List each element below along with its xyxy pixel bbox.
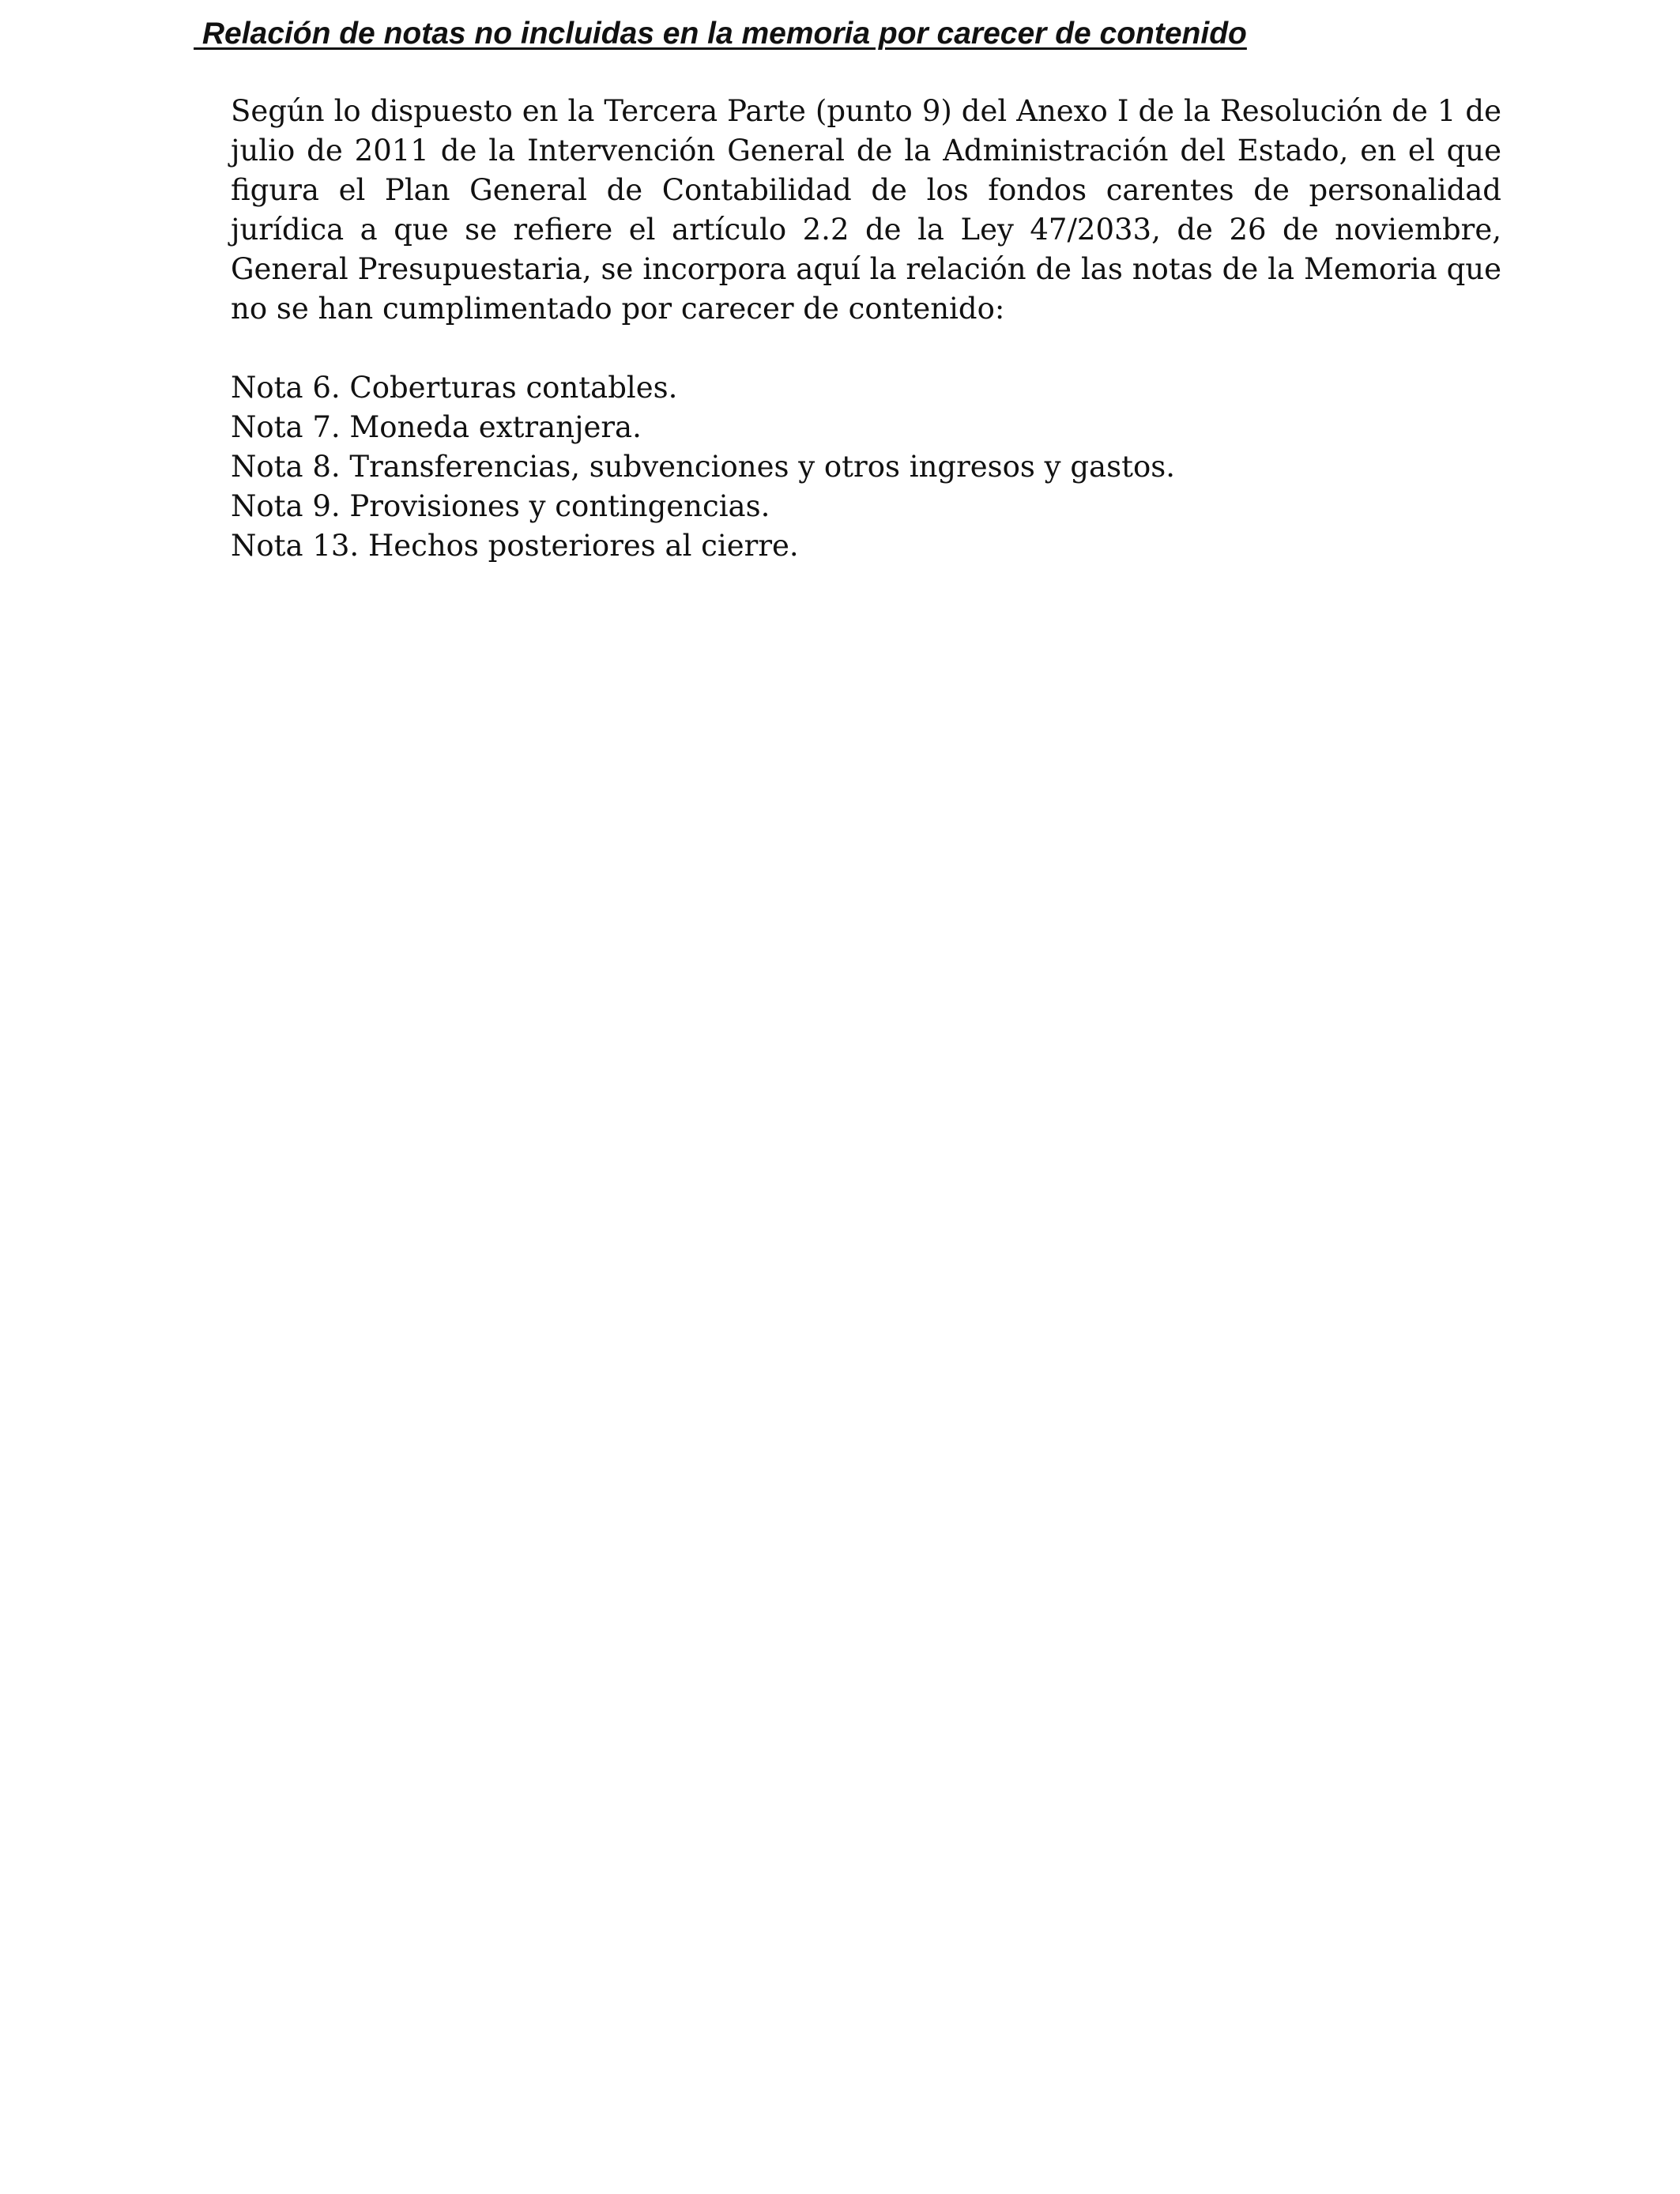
list-item: Nota 7. Moneda extranjera.: [231, 410, 642, 444]
document-title: Relación de notas no incluidas en la memoria por carecer de contenido: [194, 17, 1247, 51]
list-item: Nota 8. Transferencias, subvenciones y otros ingresos y gastos.: [231, 450, 1175, 484]
omitted-notes-list: [231, 368, 1175, 566]
introductory-paragraph: Según lo dispuesto en la Tercera Parte (punto 9) del Anexo I de la Resolución de 1 de julio de 2011 de la Intervención General de la Administración del Estado, en el que figura el Plan General de Contabilidad de los fondos carentes de personalidad jurídica a que se refiere el artículo 2.2 de la Ley 47/2033, de 26 de noviembre, General Presupuestaria, se incorpora aquí la relación de las notas de la Memoria que no se han cumplimentado por carecer de contenido:: [231, 94, 1501, 326]
list-item: Nota 6. Coberturas contables.: [231, 371, 678, 405]
list-item: Nota 9. Provisiones y contingencias.: [231, 489, 770, 523]
list-item: Nota 13. Hechos posteriores al cierre.: [231, 529, 799, 563]
